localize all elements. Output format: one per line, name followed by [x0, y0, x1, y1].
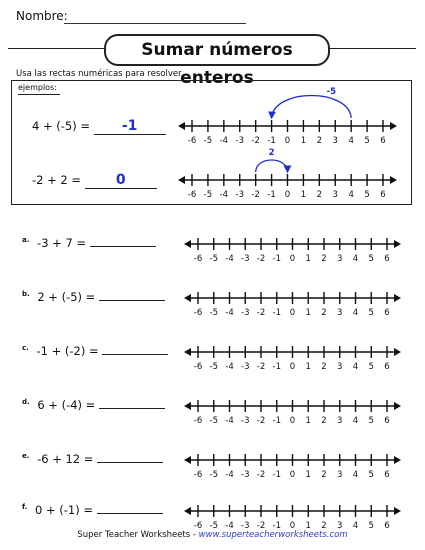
- problem-a-line-tick-label: 0: [289, 254, 296, 264]
- footer-url[interactable]: www.superteacherworksheets.com: [198, 530, 348, 540]
- problem-a-line-tick-label: -6: [193, 254, 203, 264]
- example-1-line-tick-label: -3: [235, 136, 244, 146]
- problem-letter: e.: [22, 452, 30, 461]
- footer: [0, 530, 425, 540]
- example-1-line-tick-label: 1: [300, 136, 307, 146]
- problem-letter: d.: [22, 398, 30, 407]
- example-2-line-tick-label: -3: [235, 190, 244, 200]
- example-2-line-left-arrow: [178, 176, 185, 184]
- problem-b-line-tick-label: 4: [352, 308, 359, 318]
- example-2-line-tick-label: -5: [203, 190, 213, 200]
- problem-f-line-tick-label: 1: [305, 521, 311, 531]
- example-1-line-tick-label: -2: [251, 136, 260, 146]
- problem-f-line-right-arrow: [394, 507, 401, 515]
- problem-c-line-tick-label: 2: [321, 362, 327, 372]
- problem-d-line-tick-label: -2: [256, 416, 266, 426]
- problem-b-line-tick-label: 1: [305, 308, 311, 318]
- problem-e-line-tick-label: 2: [321, 470, 327, 480]
- problem-b-line-tick-label: 2: [321, 308, 327, 318]
- problem-letter: b.: [22, 290, 30, 299]
- problem-d-line-left-arrow: [184, 402, 191, 410]
- example-1-line-tick-label: -5: [203, 136, 213, 146]
- problem-a-line-tick-label: 6: [384, 254, 390, 264]
- problem-e-line-right-arrow: [394, 456, 401, 464]
- problem-e-line-tick-label: -5: [209, 470, 218, 480]
- example-2-line-tick-label: -1: [267, 190, 276, 200]
- problem-c-line-tick-label: -5: [209, 362, 218, 372]
- problem-expression: 6 + (-4) =: [37, 398, 96, 412]
- example-2-line-tick-label: 0: [284, 190, 291, 200]
- problem-a-line-tick-label: -2: [256, 254, 266, 264]
- example-2-line-tick-label: 2: [316, 190, 323, 200]
- example-2-line-tick-label: -2: [251, 190, 260, 200]
- problem-d-line-tick-label: 2: [321, 416, 327, 426]
- problem-f-line-tick-label: -4: [225, 521, 234, 531]
- problem-d-line-tick-label: 1: [305, 416, 311, 426]
- problem-e-line-tick-label: -3: [241, 470, 250, 480]
- problem-f-line-tick-label: 3: [337, 521, 343, 531]
- problem-d-line-tick-label: -5: [209, 416, 218, 426]
- problem-expression: 2 + (-5) =: [37, 290, 96, 304]
- problem-letter: a.: [22, 236, 30, 245]
- problem-a-line-tick-label: 2: [321, 254, 327, 264]
- example-1-line-tick-label: 0: [284, 136, 291, 146]
- problem-b-line-tick-label: -2: [256, 308, 266, 318]
- problem-d-line-tick-label: -3: [241, 416, 250, 426]
- example-2-line-tick-label: 3: [332, 190, 338, 200]
- problem-c-line-tick-label: -1: [272, 362, 281, 372]
- problem-e-line-tick-label: -2: [256, 470, 266, 480]
- problem-expression: -6 + 12 =: [37, 452, 94, 466]
- example-2-jump-arc: [256, 160, 288, 172]
- problem-c-line-tick-label: -2: [256, 362, 266, 372]
- problem-d-line-tick-label: 3: [337, 416, 343, 426]
- problem-expression: 0 + (-1) =: [34, 503, 93, 517]
- example-1-line-tick-label: 4: [348, 136, 354, 146]
- problem-e-line-left-arrow: [184, 456, 191, 464]
- example-2-jump-label: 2: [268, 148, 275, 158]
- problem-e-line-tick-label: -4: [225, 470, 234, 480]
- problem-a-line-tick-label: -5: [209, 254, 218, 264]
- instructions: Usa las rectas numéricas para resolver.: [16, 69, 184, 79]
- problem-c-line-tick-label: -6: [193, 362, 203, 372]
- problem-f-line-tick-label: 5: [368, 521, 374, 531]
- problem-f-line-tick-label: -5: [209, 521, 218, 531]
- problem-b-line-tick-label: 5: [368, 308, 374, 318]
- problem-a-line-tick-label: 5: [368, 254, 374, 264]
- problem-letter: f.: [22, 503, 28, 512]
- problem-d-line-tick-label: 0: [289, 416, 296, 426]
- problem-c-line-tick-label: 0: [289, 362, 296, 372]
- example-1-line-tick-label: 2: [316, 136, 323, 146]
- problem-e-line-tick-label: 1: [305, 470, 311, 480]
- problem-letter: c.: [22, 344, 29, 353]
- problem-f-line-tick-label: 4: [352, 521, 359, 531]
- example-2-line-tick-label: -6: [187, 190, 197, 200]
- problem-c-line-tick-label: 3: [337, 362, 343, 372]
- problem-f-line-left-arrow: [184, 507, 191, 515]
- example-2-line-tick-label: -4: [219, 190, 229, 200]
- problem-b-line-tick-label: 3: [337, 308, 343, 318]
- example-1-line-tick-label: -6: [187, 136, 197, 146]
- problem-c-line-left-arrow: [184, 348, 191, 356]
- problem-e-line-tick-label: 4: [352, 470, 359, 480]
- example-1-jump-arc: [272, 96, 352, 119]
- name-label: Nombre:: [16, 9, 68, 23]
- problem-expression: -3 + 7 =: [37, 236, 87, 250]
- footer-text: Super Teacher Worksheets -: [77, 530, 199, 540]
- problem-c-line-tick-label: 5: [368, 362, 374, 372]
- problem-b-line-tick-label: 0: [289, 308, 296, 318]
- page-title: Sumar números enteros: [104, 34, 330, 66]
- problem-c-line-tick-label: 6: [384, 362, 390, 372]
- problem-f-line-tick-label: -6: [193, 521, 203, 531]
- problem-c-line-tick-label: -4: [225, 362, 234, 372]
- problem-f-line-tick-label: -1: [272, 521, 281, 531]
- problem-f-line-tick-label: 0: [289, 521, 296, 531]
- problem-b-line-tick-label: -6: [193, 308, 203, 318]
- example-2-line-tick-label: 1: [300, 190, 307, 200]
- problem-d-line-right-arrow: [394, 402, 401, 410]
- example-1-line-tick-label: 3: [332, 136, 338, 146]
- problem-a-line-tick-label: 1: [305, 254, 311, 264]
- problem-e-line-tick-label: 0: [289, 470, 296, 480]
- problem-d-line-tick-label: 6: [384, 416, 390, 426]
- problem-d-line-tick-label: -6: [193, 416, 203, 426]
- problem-a-line-tick-label: -4: [225, 254, 234, 264]
- problem-b-line-left-arrow: [184, 294, 191, 302]
- problem-e-line-tick-label: 5: [368, 470, 374, 480]
- problem-e-line-tick-label: -6: [193, 470, 203, 480]
- problem-e-line-tick-label: 3: [337, 470, 343, 480]
- problem-c-line-tick-label: -3: [241, 362, 250, 372]
- problem-e-line-tick-label: -1: [272, 470, 281, 480]
- example-1-line-tick-label: -1: [267, 136, 276, 146]
- example-2-line-tick-label: 5: [364, 190, 370, 200]
- problem-a-line-tick-label: -1: [272, 254, 281, 264]
- example-2-line-tick-label: 6: [380, 190, 386, 200]
- problem-expression: -1 + (-2) =: [36, 344, 99, 358]
- problem-b-line-tick-label: -5: [209, 308, 218, 318]
- example-1-line-tick-label: 5: [364, 136, 370, 146]
- example-answer: -1: [121, 118, 138, 134]
- problem-b-line-tick-label: -4: [225, 308, 234, 318]
- example-1-line-right-arrow: [390, 122, 397, 130]
- problem-d-line-tick-label: -1: [272, 416, 281, 426]
- problem-c-line-tick-label: 4: [352, 362, 359, 372]
- example-2-line-right-arrow: [390, 176, 397, 184]
- problem-a-line-right-arrow: [394, 240, 401, 248]
- problem-d-line-tick-label: -4: [225, 416, 234, 426]
- problem-b-line-tick-label: 6: [384, 308, 390, 318]
- example-answer: 0: [115, 172, 126, 188]
- example-expression: 4 + (-5) =: [32, 119, 90, 133]
- problem-a-line-tick-label: 4: [352, 254, 359, 264]
- problem-b-line-tick-label: -1: [272, 308, 281, 318]
- problem-c-line-tick-label: 1: [305, 362, 311, 372]
- problem-e-line-tick-label: 6: [384, 470, 390, 480]
- example-2-line-tick-label: 4: [348, 190, 354, 200]
- problem-c-line-right-arrow: [394, 348, 401, 356]
- example-1-line-tick-label: -4: [219, 136, 229, 146]
- example-1-line-left-arrow: [178, 122, 185, 130]
- problem-b-line-tick-label: -3: [241, 308, 250, 318]
- problem-d-line-tick-label: 4: [352, 416, 359, 426]
- example-1-line-tick-label: 6: [380, 136, 386, 146]
- problem-f-line-tick-label: 2: [321, 521, 327, 531]
- problem-f-line-tick-label: -3: [241, 521, 250, 531]
- problem-a-line-tick-label: -3: [241, 254, 250, 264]
- problem-b-line-right-arrow: [394, 294, 401, 302]
- problem-a-line-tick-label: 3: [337, 254, 343, 264]
- examples-label: ejemplos:: [18, 83, 57, 92]
- example-1-jump-label: -5: [326, 87, 337, 97]
- problem-f-line-tick-label: 6: [384, 521, 390, 531]
- problem-f-line-tick-label: -2: [256, 521, 266, 531]
- problem-a-line-left-arrow: [184, 240, 191, 248]
- example-expression: -2 + 2 =: [32, 173, 82, 187]
- problem-d-line-tick-label: 5: [368, 416, 374, 426]
